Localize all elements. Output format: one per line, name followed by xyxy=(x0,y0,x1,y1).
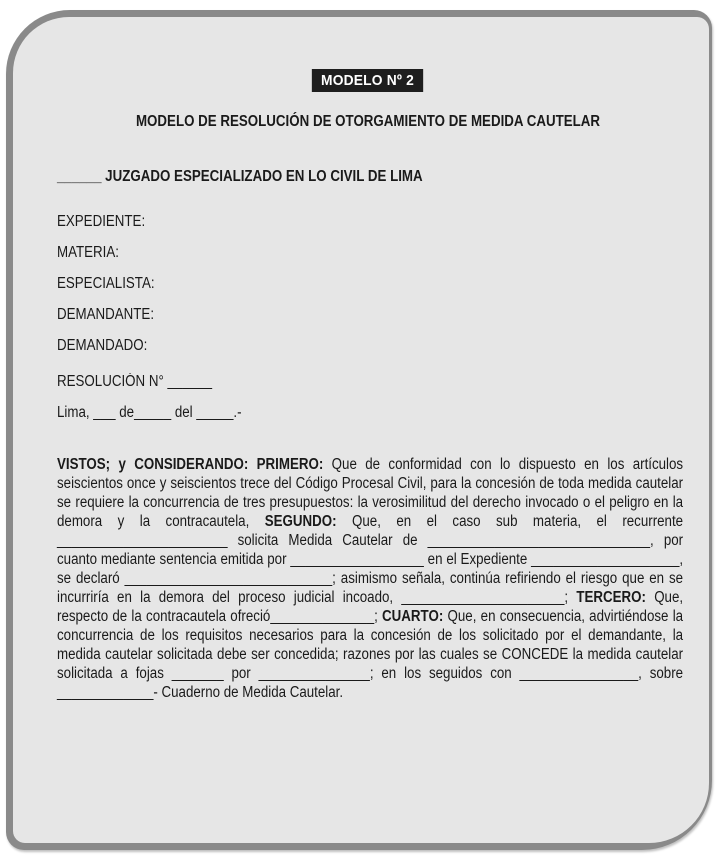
primero-label: PRIMERO: xyxy=(256,456,324,473)
field-materia: MATERIA: xyxy=(57,244,119,261)
field-fecha: Lima, ___ de_____ del _____.- xyxy=(57,404,242,421)
segundo-label: SEGUNDO: xyxy=(264,513,337,530)
model-badge: MODELO Nº 2 xyxy=(312,69,423,92)
field-demandado: DEMANDADO: xyxy=(57,337,148,354)
field-especialista: ESPECIALISTA: xyxy=(57,275,155,292)
tercero-text: Que, respecto de la contracautela ofreció______________; xyxy=(57,589,684,625)
field-expediente: EXPEDIENTE: xyxy=(57,213,146,230)
document-title: MODELO DE RESOLUCIÓN DE OTORGAMIENTO DE MEDIDA CAUTELAR xyxy=(135,113,601,130)
segundo-text: Que, en el caso sub materia, el recurrente _______________________ solicita Medida Cautelar de ______________________________, por cuanto mediante sentencia emitida por __________________ en el Expediente ____________________, se declaró ____________________________; asimismo señala, continúa refiriendo el riesgo que en se incurriría en la demora del proceso judicial incoado, ______________________; xyxy=(57,513,684,606)
resolution-body xyxy=(57,455,683,702)
field-demandante: DEMANDANTE: xyxy=(57,306,155,323)
cuarto-text: Que, en consecuencia, advirtiéndose la concurrencia de los requisitos necesarios para la concesión de los solicitado por el demandante, la medida cautelar solicitada debe ser concedida; razones por las cuales se CONCEDE la medida cautelar solicitada a fojas _______ por _______________; en los seguidos con ________________, sobre _____________- Cuaderno de Medida Cautelar. xyxy=(57,608,684,701)
field-resolucion: RESOLUCIÓN N° ______ xyxy=(57,373,212,390)
cuarto-label: CUARTO: xyxy=(382,608,444,625)
court-heading: ______ JUZGADO ESPECIALIZADO EN LO CIVIL DE LIMA xyxy=(57,168,423,185)
tercero-label: TERCERO: xyxy=(576,589,646,606)
resolution-paragraph xyxy=(57,455,683,702)
primero-text: Que de conformidad con lo dispuesto en los artículos seiscientos once y seiscientos trece del Código Procesal Civil, para la concesión de toda medida cautelar se requiere la concurrencia de tres presupuestos: la verosimilitud del derecho invocado o el peligro en la demora y la contracautela, xyxy=(57,456,684,530)
document-card xyxy=(13,17,709,843)
vistos-label: VISTOS; y CONSIDERANDO: xyxy=(57,456,249,473)
badge-wrap xyxy=(57,69,679,92)
